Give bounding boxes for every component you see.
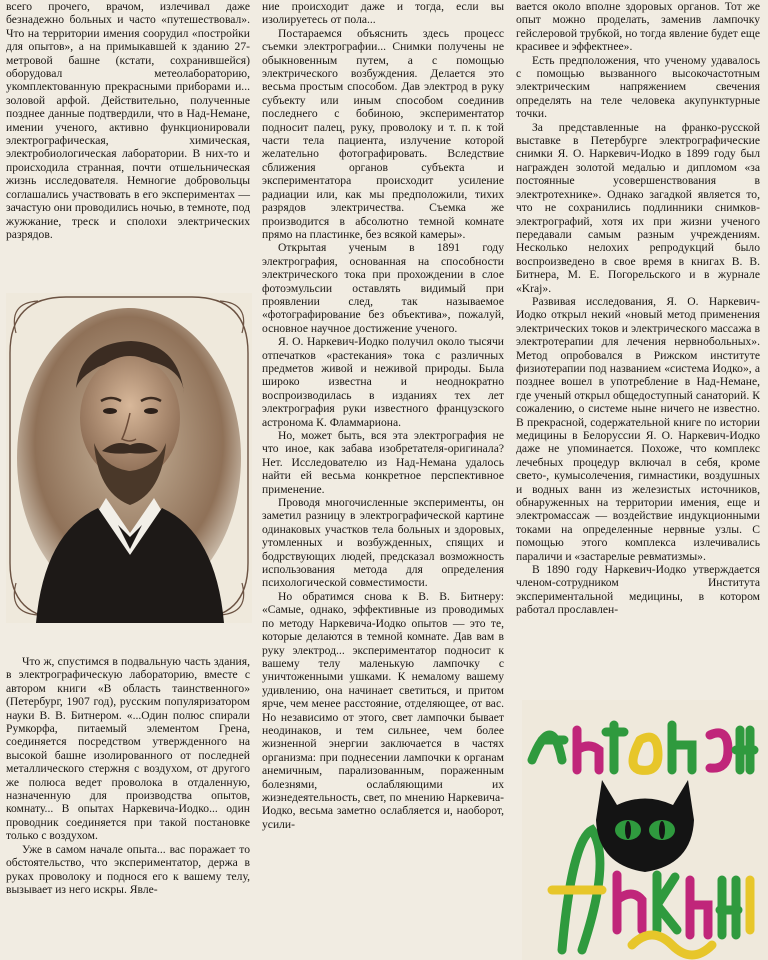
paragraph: Постараемся объяснить здесь процесс съемки электрографии... Снимки получены не обыкновенным путем, а с помощью электрического возбуждения. Делается это весьма простым способом. Дав электрод в руку субъекту или иным способом соединив последнего с бобиною, экспериментатор подносит палец, руку, проволоку и т. п. к той части тела пациента, излучение которой желательно фотографировать. Вследствие сближения органов субъекта и экспериментатора происходит усиление радиации или, как мы предположили, тихих разрядов электричества. Съемка же производится в абсолютно темной комнате прямо на пластинке, без всякой камеры».: [262, 26, 504, 241]
paragraph: Я. О. Наркевич-Иодко получил около тысячи отпечатков «растекания» тока с различных предметов живой и неживой природы. Была широко известна и неоднократно воспроизводилась в изданиях тех лет электрография руки известного французского астронома К. Фламмариона.: [262, 335, 504, 429]
paragraph: Проводя многочисленные эксперименты, он заметил разницу в электрографической картине одинаковых участков тела больных и здоровых, утомленных и возбужденных, спящих и бодрствующих людей, предсказал возможность использования метода для определения психологической совместимости.: [262, 496, 504, 590]
paragraph: вается около вполне здоровых органов. Тот же опыт можно проделать, заменив лампочку гейслеровой трубкой, но тогда явление будет еще красивее и эффектнее».: [516, 0, 760, 54]
paragraph: Открытая ученым в 1891 году электрография, основанная на способности электрического тока при прохождении в слое фотоэмульсии оставлять видимый при проявлении след, так называемое «фотографирование без объектива», пожалуй, основное научное достижение ученого.: [262, 241, 504, 335]
eye: [144, 408, 158, 414]
column-1-top-text: [6, 0, 250, 241]
anthology-illustration: [522, 700, 768, 960]
paragraph: Есть предположения, что ученому удавалось с помощью вызванного высокочастотным электрическим напряжением свечения определять на теле человека акупунктурные точки.: [516, 53, 760, 121]
illustration-svg: [522, 700, 768, 960]
paragraph: Но обратимся снова к В. В. Битнеру: «Самые, однако, эффективные из проводимых по методу Наркевича-Иодко опытов — это те, которые делаются в темной комнате. Дав вам в руку электрод... экспериментатор подносит к вашему телу маленькую лампочку с уничтоженными ушками. К немалому вашему удивлению, она начинает светиться, и притом ярче, чем менее расстояние, отделяющее, от вас. Но независимо от этого, свет лампочки бывает неодинаков, и тем сильнее, чем более жизненной энергии заключается в частях организма: при поднесении лампочки к органам анемичным, парализованным, пораженным болезнями, ослабляющими их жизнедеятельность, свет, по мнению Наркевича-Иодко, весьма заметно ослабляется и, наоборот, усили-: [262, 589, 504, 831]
cat-head-icon: [596, 780, 694, 872]
paragraph: Развивая исследования, Я. О. Наркевич-Иодко открыл некий «новый метод применения электрических токов и электрического массажа в электротерапии для лечения нервнобольных». Метод опробовался в Рижском институте физиотерапии под названием «система Иодко», а позднее вошел в употребление в Над-Немане, где ученый открыл общедоступный санаторий. К сожалению, о системе ныне ничего не известно. В прекрасной, содержательной книге по истории медицины в Белоруссии Я. О. Наркевич-Иодко даже не упоминается. Похоже, что комплекс лечебных процедур включал в себя, кроме свето-, кумысолечения, гимнастики, воздушных и водных ванн из железистых источников, обнаруженных на территории имения, еще и электромассаж — воздействие индукционными токами на определенные нервные узлы. С помощью этого комплекса излечивались параличи и «застарелые ревматизмы».: [516, 294, 760, 563]
column-2-text: [262, 0, 504, 831]
column-1-bottom-text: [6, 655, 250, 896]
paragraph: всего прочего, врачом, излечивал даже безнадежно больных и часто «путешествовал». Что на территории имения соорудил «постройки для опытов», а на примыкавшей к зданию 27-метровой башне (кстати, сохранившейся) оборудовал метеолабораторию, укомплектованную прекрасными приборами и... золовой арфой. Действительно, полученные позднее данные подтвердили, что в Над-Немане, имении ученого, активно функционировали электрографическая, химическая, электробиологическая лаборатории. В них-то и происходила странная, почти отшельническая жизнь исследователя. Немногие добровольцы соглашались участвовать в его экспериментах — зачастую они проводились ночью, в темноте, под жужжание, треск и сполохи электрических разрядов.: [6, 0, 250, 241]
paragraph: В 1890 году Наркевич-Иодко утверждается членом-сотрудником Института экспериментальной медицины, в котором работал прославлен-: [516, 563, 760, 617]
paragraph: За представленные на франко-русской выставке в Петербурге электрографические снимки Я. О. Наркевич-Иодко в 1899 году был награжден золотой медалью и дипломом «за постоянные усовершенствования в электротехнике». Однако загадкой является то, что не сохранились подлинники снимков-электрографий, хотя их при жизни ученого передавали самым разным учреждениям. Несколько нелохих репродукций было воспроизведено в свое время в книгах В. В. Битнера, М. Е. Погорельского и в журнале «Kraj».: [516, 120, 760, 295]
paragraph: ние происходит даже и тогда, если вы изолируетесь от пола...: [262, 0, 504, 27]
paragraph: Уже в самом начале опыта... вас поражает то обстоятельство, что экспериментатор, держа в руках проволоку и поднося его к вашему телу, вызывает из него искры. Явле-: [6, 842, 250, 896]
portrait-svg: [6, 293, 252, 623]
paragraph: Что ж, спустимся в подвальную часть здания, в электрографическую лабораторию, вместе с автором книги «В область таинственного» (Петербург, 1907 год), русским популяризатором науки В. В. Битнером. «...Один полюс спирали Румкорфа, питаемый элементом Грена, соединяется посредством утвержденного на высокой башне изолированного от последней металлического стержня с воздухом, от другого же полюса ведет проволока в отдаленную, назначенную для производства опытов, комнату... В опытах Наркевича-Иодко... один проводник соединяется при такой постановке только с воздухом.: [6, 655, 250, 843]
column-3-text: [516, 0, 760, 617]
face: [80, 356, 180, 480]
portrait-image: [6, 293, 252, 623]
paragraph: Но, может быть, вся эта электрография не что иное, как забава изобретателя-оригинала? Нет. Исследователю из Над-Немана удалось найти ей весьма конкретное перспективное применение.: [262, 429, 504, 496]
eye: [103, 408, 117, 414]
